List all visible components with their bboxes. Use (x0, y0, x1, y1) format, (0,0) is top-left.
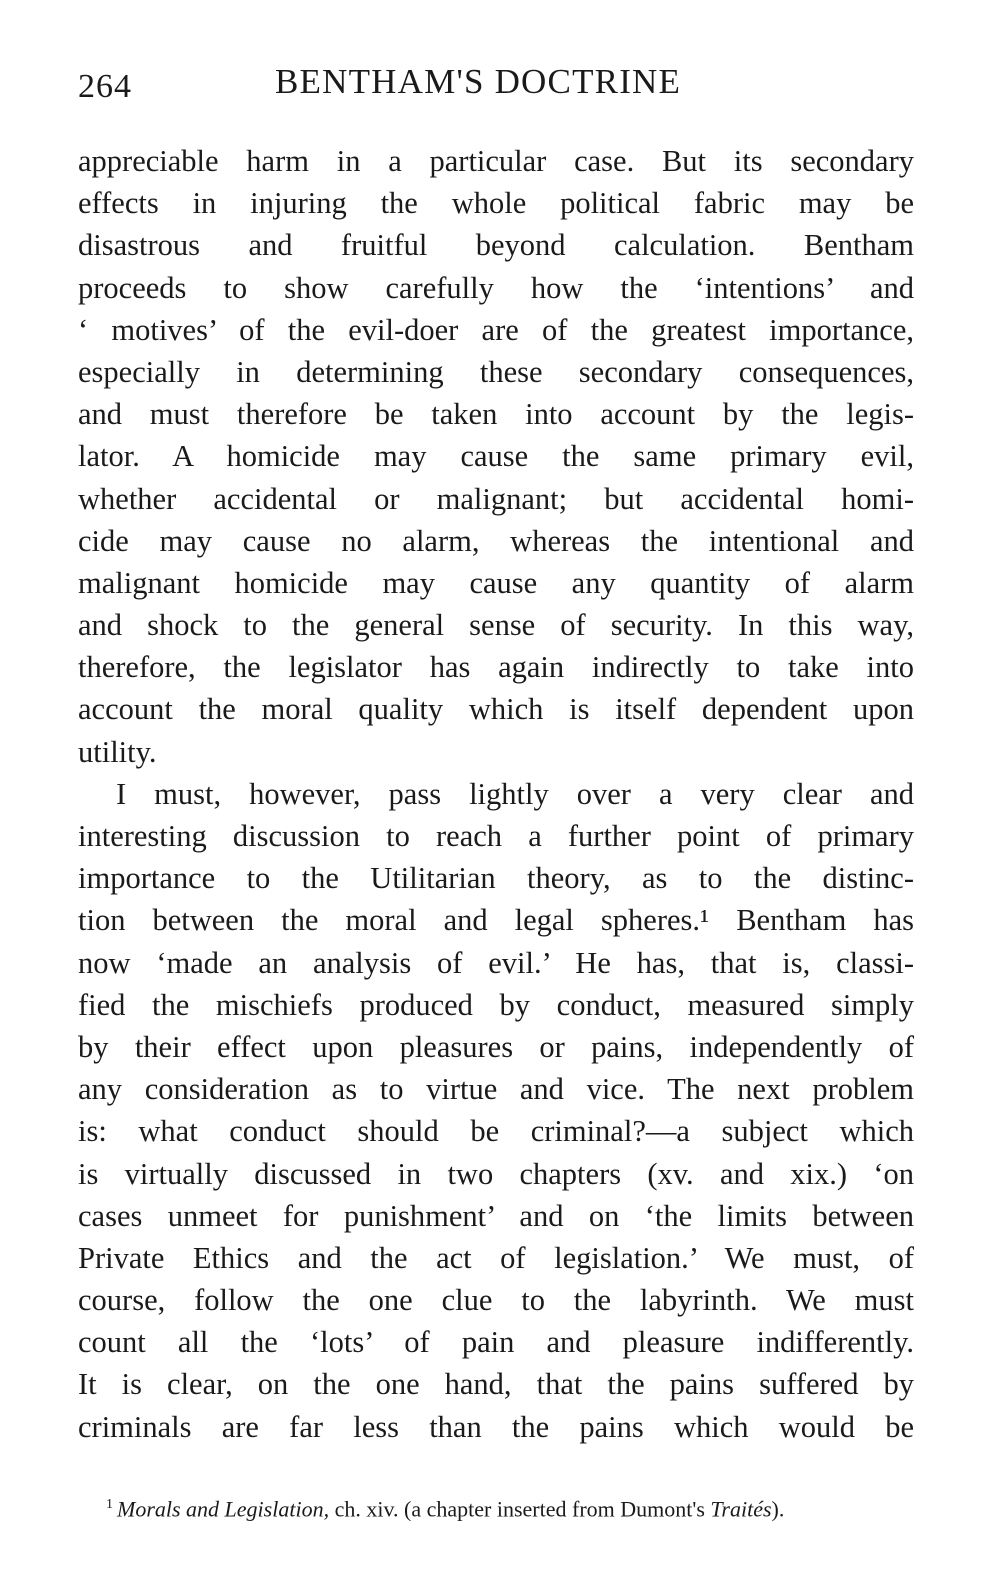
text-line: effects in injuring the whole political fabric may be (78, 186, 914, 221)
text-line: disastrous and fruitful beyond calculation. Bentham (78, 228, 914, 263)
text-line: cases unmeet for punishment’ and on ‘the limits between (78, 1198, 914, 1233)
paragraph-first-line: I must, however, pass lightly over a very clear and (116, 776, 914, 811)
text-line: cide may cause no alarm, whereas the intentional and (78, 523, 914, 558)
running-title: BENTHAM'S DOCTRINE (275, 62, 682, 101)
body-text (78, 140, 914, 1448)
text-line: Private Ethics and the act of legislation.’ We must, of (78, 1240, 914, 1275)
text-line: importance to the Utilitarian theory, as to the distinc- (78, 861, 914, 896)
text-line: whether accidental or malignant; but accidental homi- (78, 481, 914, 516)
text-line: criminals are far less than the pains which would be (78, 1409, 914, 1444)
text-line: fied the mischiefs produced by conduct, measured simply (78, 987, 914, 1022)
text-line: now ‘made an analysis of evil.’ He has, that is, classi- (78, 945, 914, 980)
footnote-text: ch. xiv. (a chapter inserted from Dumont's (329, 1496, 711, 1522)
text-line: proceeds to show carefully how the ‘intentions’ and (78, 270, 914, 305)
text-line: interesting discussion to reach a further point of primary (78, 819, 914, 853)
text-line: lator. A homicide may cause the same primary evil, (78, 439, 914, 474)
footnote-title-2: Traités (710, 1496, 772, 1522)
text-line: any consideration as to virtue and vice. The next problem (78, 1072, 914, 1107)
text-line: malignant homicide may cause any quantity of alarm (78, 565, 914, 600)
text-line: tion between the moral and legal spheres.¹ Bentham has (78, 903, 914, 938)
text-line: account the moral quality which is itself dependent upon (78, 692, 914, 727)
text-line: It is clear, on the one hand, that the pains suffered by (78, 1367, 914, 1402)
text-line: ‘ motives’ of the evil-doer are of the greatest importance, (78, 312, 914, 347)
footnote-title: Morals and Legislation, (117, 1496, 330, 1522)
text-line: by their effect upon pleasures or pains, independently of (78, 1029, 914, 1064)
text-line: therefore, the legislator has again indirectly to take into (78, 650, 914, 685)
text-line: count all the ‘lots’ of pain and pleasure indifferently. (78, 1325, 914, 1360)
text-line: and shock to the general sense of security. In this way, (78, 608, 914, 643)
text-line: especially in determining these secondary consequences, (78, 354, 914, 389)
footnote-marker: 1 (106, 1497, 113, 1512)
text-line: is: what conduct should be criminal?—a subject which (78, 1114, 914, 1149)
text-line: course, follow the one clue to the labyrinth. We must (78, 1283, 914, 1318)
page-number: 264 (78, 68, 132, 105)
running-head (78, 62, 914, 114)
text-line: and must therefore be taken into account by the legis- (78, 397, 914, 432)
footnote-text-end: ). (771, 1496, 785, 1522)
text-line: utility. (78, 734, 157, 769)
footnote (106, 1490, 916, 1524)
text-line: is virtually discussed in two chapters (xv. and xix.) ‘on (78, 1156, 914, 1191)
text-line: appreciable harm in a particular case. But its secondary (78, 144, 914, 178)
